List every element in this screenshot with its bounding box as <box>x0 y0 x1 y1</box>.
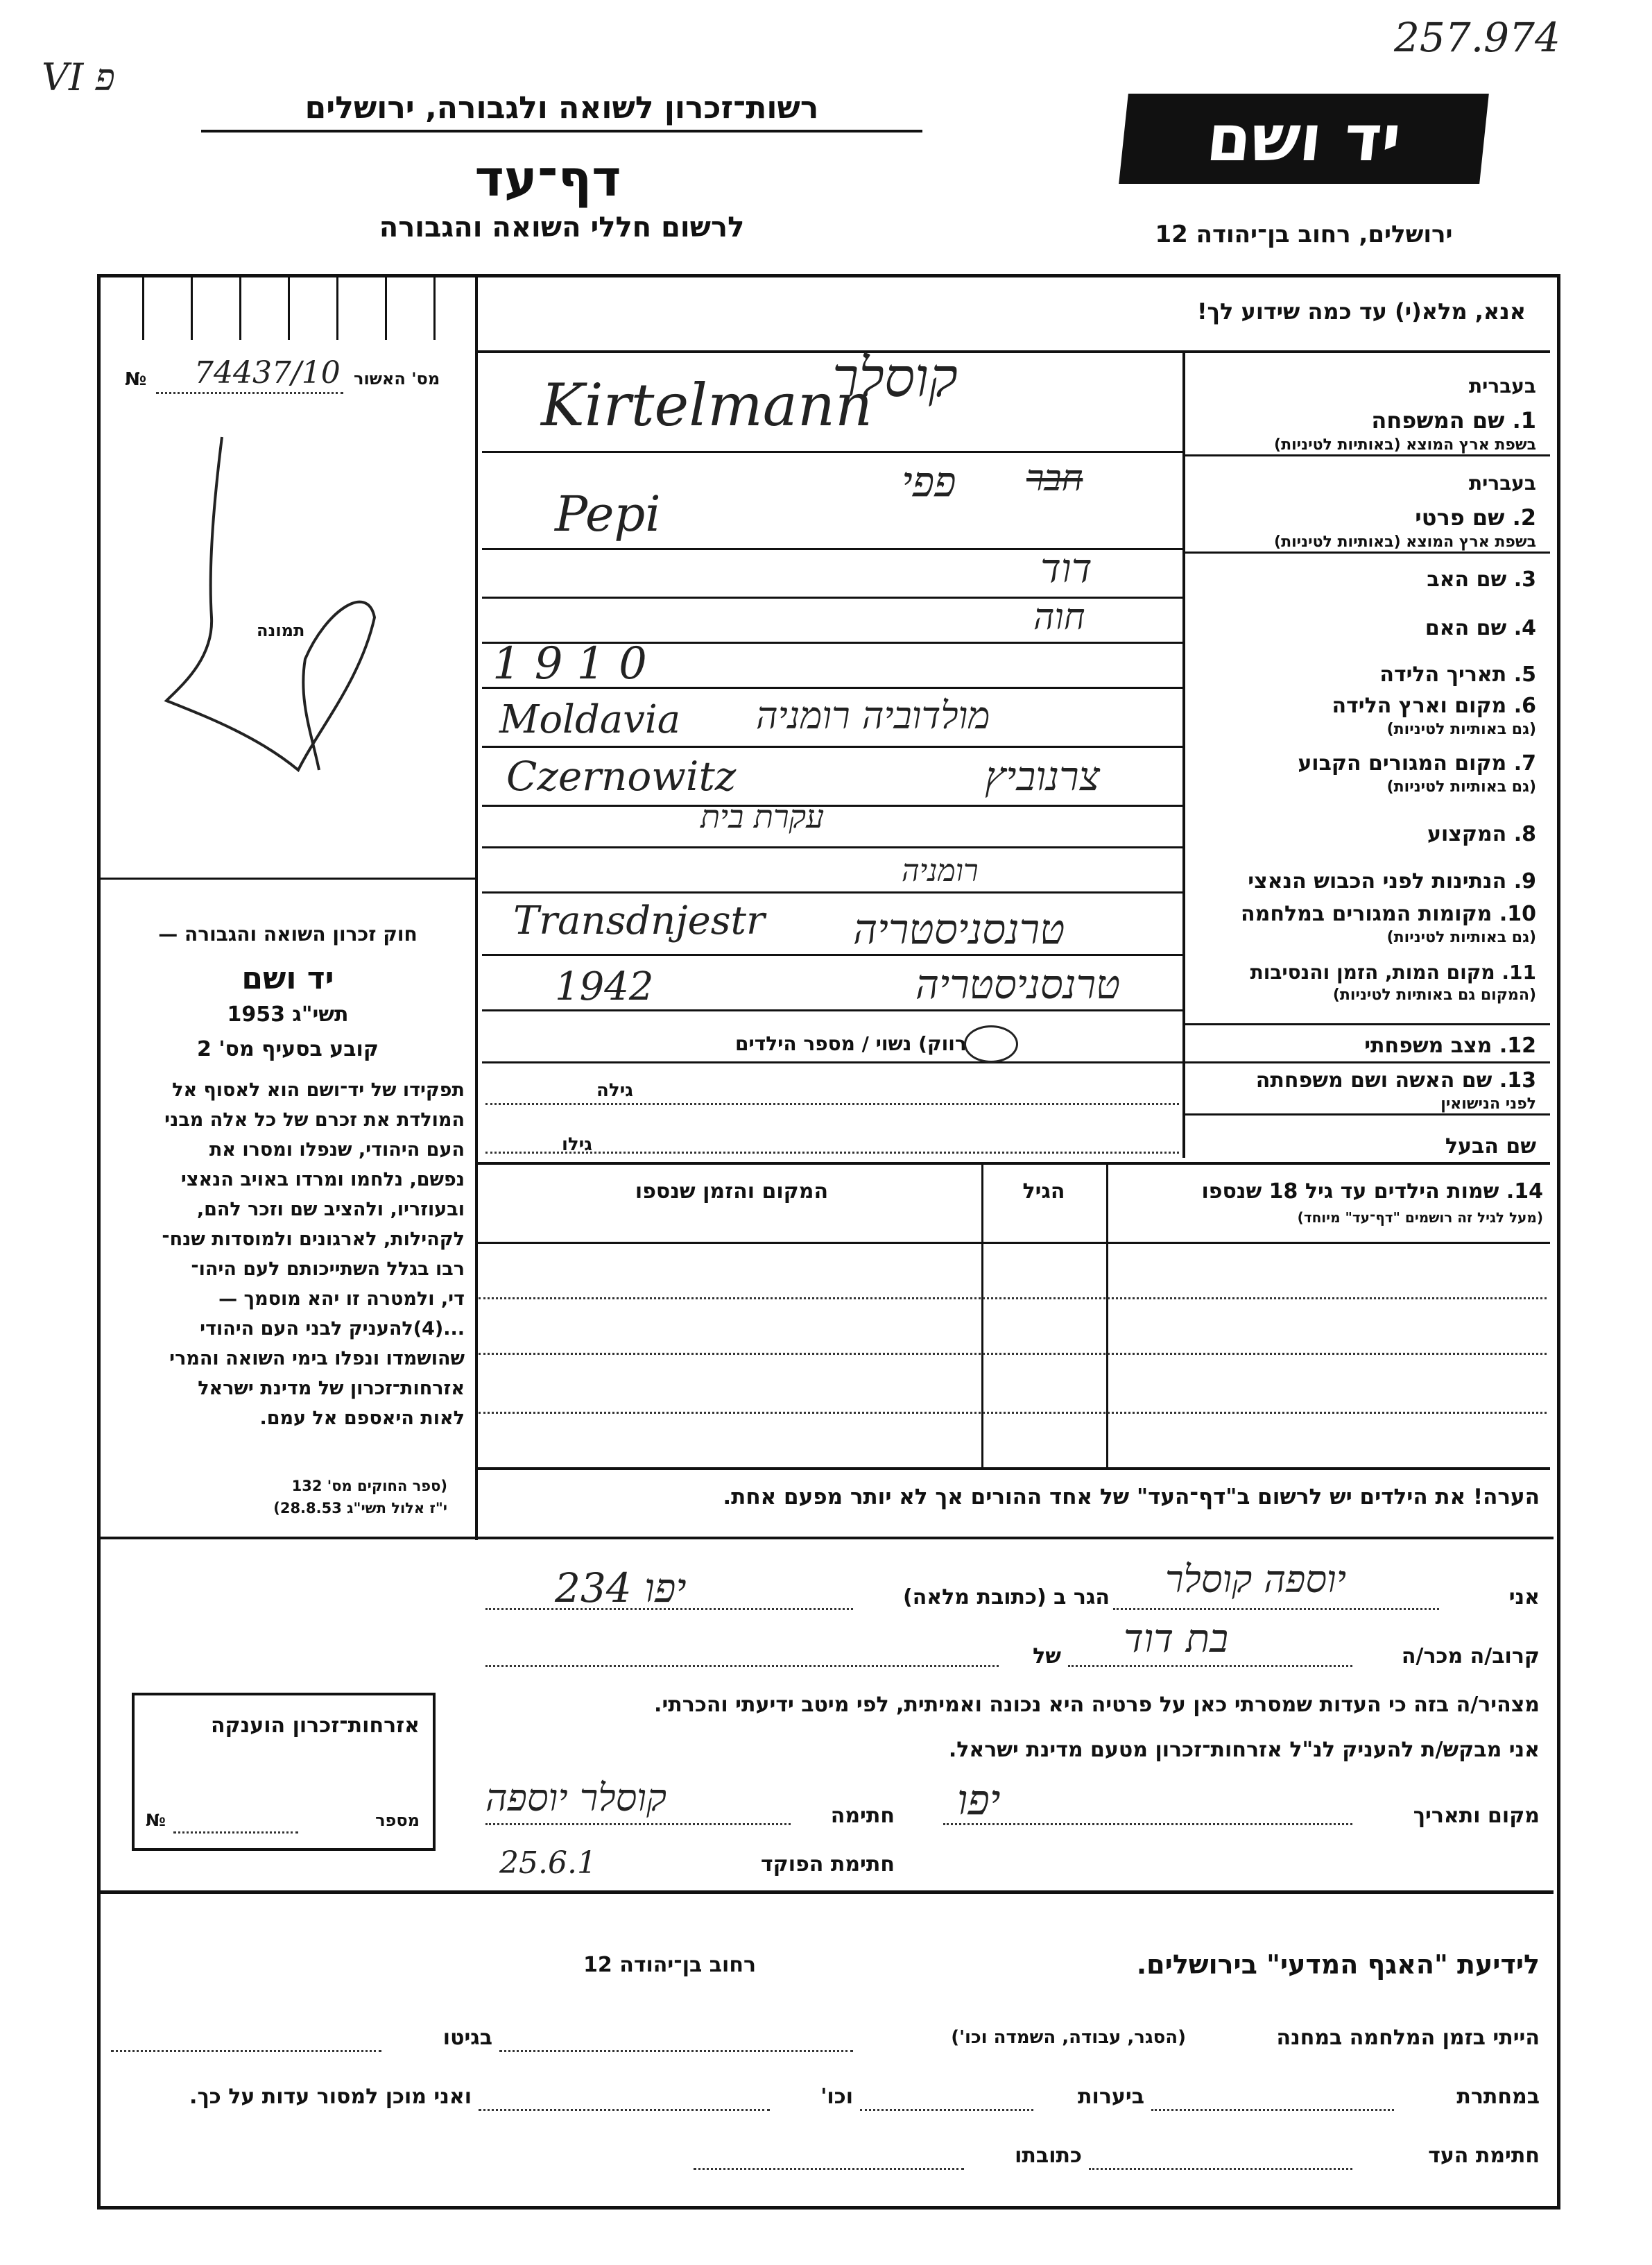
law-line: העם היהודי, שנפלו ומסרו את <box>209 1139 465 1161</box>
declarant-address: יפו 234 <box>555 1564 687 1612</box>
father-name-value: דוד <box>1040 545 1092 592</box>
bottom-address: רחוב בן־יהודה 12 <box>583 1953 756 1977</box>
law-line: תפקידו של יד־ושם הוא לאסוף אל <box>172 1079 465 1101</box>
request-text: אני מבקש/ת להעניק לנ"ל אזרחות־זכרון מטעם מדינת ישראל. <box>948 1738 1540 1762</box>
law-line: שהושמדו ונפלו בימי השואה והמרי <box>169 1348 465 1369</box>
field-label: שם הבעל <box>1445 1134 1536 1159</box>
field-sub: (גם באותיות לטיניות) <box>1386 778 1536 796</box>
law-ref-2: י"ז אלול תשי"ג 28.8.53) <box>273 1500 447 1516</box>
surname-latin: Kirtelmann <box>541 371 873 439</box>
field-sub: לפני הנישואין <box>1440 1095 1536 1113</box>
bottom-camp-types: (הסגר, עבודה, השמדה וכו') <box>951 2027 1186 2048</box>
declarant-name: יוספה קוסלר <box>1165 1557 1347 1601</box>
field-wife-name <box>1189 1068 1536 1113</box>
bottom-witness-address-label: כתובתו <box>1015 2144 1082 2168</box>
archive-number: 257.974 <box>1394 14 1560 61</box>
field-sub: (גם באותיות לטיניות) <box>1386 929 1536 946</box>
war-residence-latin: Transdnjestr <box>513 898 765 943</box>
signature-label: חתימה <box>830 1804 895 1828</box>
field-husband-name <box>1189 1134 1536 1159</box>
field-war-residence <box>1189 902 1536 946</box>
place-date-value: יפו <box>957 1776 1001 1824</box>
field-label: מקומות המגורים במלחמה <box>1241 902 1492 926</box>
birth-date-value: 1910 <box>492 638 661 690</box>
relation-value: בת דוד <box>1124 1616 1229 1661</box>
field-label: מקום וארץ הלידה <box>1332 694 1507 718</box>
field-label: המקצוע <box>1427 822 1507 846</box>
law-year: תשי"ג 1953 <box>227 1002 349 1027</box>
citizenship-number-label: מספר <box>375 1811 420 1830</box>
field-number: 12. <box>1499 1034 1536 1058</box>
field-number: 5. <box>1513 663 1536 687</box>
photo-signature-scribble <box>139 409 402 798</box>
field-number: 9. <box>1513 869 1536 894</box>
law-ref-1: (ספר החוקים מס' 132 <box>291 1478 447 1494</box>
bottom-ghetto-label: בגיטו <box>442 2026 492 2050</box>
bottom-testimony-text: ואני מוכן למסור עדות על כך. <box>189 2085 472 2109</box>
declaration-text: מצהיר/ה בזה כי העדות שמסרתי כאן על פרטיה היא נכונה ואמיתית, לפי מיטב ידיעתי והכרתי. <box>654 1693 1540 1717</box>
field-label: שם האשה ושם משפחתה <box>1255 1068 1492 1093</box>
law-section: קובע בסעיף מס' 2 <box>197 1037 379 1061</box>
field-citizenship <box>1189 869 1536 894</box>
field-father-name <box>1189 567 1536 592</box>
first-name-hebrew: פפי <box>902 458 956 506</box>
residence-latin: Czernowitz <box>506 753 737 800</box>
field-number: 14. <box>1506 1179 1543 1204</box>
death-place-hebrew: טרנסניסטריה <box>915 961 1121 1008</box>
field-death-place <box>1189 961 1536 1004</box>
place-date-label: מקום ותאריך <box>1413 1804 1540 1828</box>
law-name: יד ושם <box>241 961 334 996</box>
law-line: המולדת את זכרם של כל אלה מבני <box>164 1109 465 1131</box>
wife-age-label: גילה <box>596 1080 633 1101</box>
field-sub: בשפת ארץ המוצא (באותיות לטיניות) <box>1274 533 1536 551</box>
field-tag: בעברית <box>1468 375 1536 398</box>
corner-mark: VI פ <box>42 55 115 99</box>
intro-text: אנא, מלא(י) עד כמה שידוע לך! <box>1196 298 1526 325</box>
law-line: לקהילות, לארגונים ולמוסדות שנח־ <box>162 1229 465 1250</box>
law-line: נפשם, נלחמו ומרדו באויב הנאצי <box>180 1169 465 1190</box>
field-number: 8. <box>1513 822 1536 846</box>
death-place-value: 1942 <box>555 964 654 1009</box>
birth-place-latin: Moldavia <box>499 697 681 742</box>
field-number: 2. <box>1512 504 1536 531</box>
bottom-camp-label: הייתי בזמן המלחמה במחנה <box>1276 2026 1540 2050</box>
form-title: דף־עד <box>474 149 621 207</box>
field-residence <box>1189 751 1536 796</box>
law-line: לאות היאספם אל עמם. <box>259 1408 465 1429</box>
surname-hebrew: קוסלר <box>832 347 958 409</box>
note-text: הערה! את הילדים יש לרשום ב"דף־העד" של אחד ההורים אך לא יותר מפעם אחת. <box>723 1485 1540 1510</box>
bottom-heading: לידיעת "האגף המדעי" בירושלים. <box>1136 1949 1540 1980</box>
husband-age-label: גילו <box>562 1134 592 1155</box>
field-sub: (גם באותיות לטיניות) <box>1386 721 1536 738</box>
officer-signature-label: חתימת הפוקד <box>761 1852 895 1877</box>
citizenship-value: רומניה <box>902 853 979 889</box>
field-number: 13. <box>1499 1068 1536 1093</box>
mother-name-value: חוה <box>1033 597 1085 638</box>
officer-date: 25.6.1 <box>499 1845 596 1881</box>
law-line: די, ולמטרה זו יהא מוסמך — <box>218 1288 465 1310</box>
field-mother-name <box>1189 616 1536 640</box>
war-residence-hebrew: טרנסניסטריה <box>853 905 1065 954</box>
field-number: 4. <box>1513 616 1536 640</box>
field-label: מצב משפחתי <box>1364 1034 1492 1058</box>
children-col-age: הגיל <box>1022 1179 1065 1204</box>
bottom-underground-label: במחתרת <box>1456 2085 1540 2109</box>
field-number: 7. <box>1513 751 1536 776</box>
field-sub: (מעל לגיל זה רושמים "דף־עד" מיוחד) <box>1297 1209 1543 1226</box>
field-label: מקום המות, הזמן והנסיבות <box>1250 961 1495 984</box>
children-col-place: המקום והזמן שנספו <box>635 1179 829 1204</box>
residence-hebrew: צרנוביץ <box>985 753 1100 800</box>
field-label: מקום המגורים הקבוע <box>1298 751 1507 776</box>
field-tag: בעברית <box>1468 472 1536 495</box>
citizenship-no: № <box>146 1811 166 1830</box>
field-number: 10. <box>1499 902 1536 926</box>
bottom-witness-signature-label: חתימת העד <box>1428 2144 1540 2168</box>
of-label: של <box>1033 1644 1061 1668</box>
field-birth-date <box>1189 663 1536 687</box>
field-sub: בשפת ארץ המוצא (באותיות לטיניות) <box>1274 436 1536 454</box>
field-number: 6. <box>1513 694 1536 718</box>
field-surname <box>1189 375 1536 454</box>
citizenship-title: אזרחות־זכרון הוענקה <box>210 1713 420 1738</box>
law-line: ...(4)להעניק לבני העם היהודי <box>200 1318 465 1340</box>
yad-vashem-logo: יד ושם <box>1119 94 1489 184</box>
relation-label: קרוב/ה מכר/ה <box>1401 1644 1540 1668</box>
law-line: רבו בגלל השתייכותם לעם היהו־ <box>191 1258 465 1280</box>
law-line: אזרחות־זכרון של מדינת ישראל <box>198 1378 465 1399</box>
field-label: תאריך הלידה <box>1379 663 1507 687</box>
field-profession <box>1189 822 1536 846</box>
authority-title: רשות־זכרון לשואה ולגבורה, ירושלים <box>201 90 922 133</box>
field-label: הנתינות לפני הכבוש הנאצי <box>1248 869 1507 894</box>
field-number: 11. <box>1502 961 1536 984</box>
law-text <box>111 1075 465 1433</box>
registration-number: 74437/10 <box>194 355 341 391</box>
photo-grid <box>101 277 475 340</box>
first-name-latin: Pepi <box>555 486 661 542</box>
field-label: שם המשפחה <box>1371 407 1505 434</box>
declarant-signature: קוסלר יוספה <box>485 1776 667 1820</box>
photo-label: תמונה <box>257 621 305 640</box>
law-title: חוק זכרון השואה והגבורה — <box>158 923 418 946</box>
marital-status-options: רווק) נשוי / מספר הילדים <box>735 1032 967 1055</box>
marital-status-circle <box>964 1025 1018 1063</box>
bottom-etc-label: וכו' <box>820 2085 853 2109</box>
field-marital-status <box>1189 1034 1536 1058</box>
profession-value: עקרת בית <box>700 798 825 835</box>
field-label: שמות הילדים עד גיל 18 שנספו <box>1201 1179 1499 1204</box>
surname-crossed: חבר <box>1026 458 1083 499</box>
field-first-name <box>1189 472 1536 551</box>
field-label: שם האב <box>1427 567 1507 592</box>
declarant-i-label: אני <box>1508 1585 1540 1609</box>
field-label: שם פרטי <box>1415 504 1505 531</box>
registration-label: מס' האשור <box>354 369 440 388</box>
header-address: ירושלים, רחוב בן־יהודה 12 <box>1155 221 1453 248</box>
law-line: ובעוזריו, ולהציב שם וזכר להם, <box>196 1199 465 1220</box>
registration-no-prefix: № <box>125 369 147 390</box>
field-label: שם האם <box>1425 616 1507 640</box>
bottom-forests-label: ביערות <box>1078 2085 1144 2109</box>
field-number: 1. <box>1512 407 1536 434</box>
field-number: 3. <box>1513 567 1536 592</box>
birth-place-hebrew: מולדוביה רומניה <box>756 694 990 737</box>
field-sub: (המקום גם באותיות לטיניות) <box>1332 986 1536 1004</box>
declarant-resides-label: הגר ב (כתובת מלאה) <box>902 1585 1110 1609</box>
field-birth-place <box>1189 694 1536 738</box>
form-subtitle: לרשום חללי השואה והגבורה <box>379 212 745 243</box>
children-header <box>1113 1179 1543 1226</box>
